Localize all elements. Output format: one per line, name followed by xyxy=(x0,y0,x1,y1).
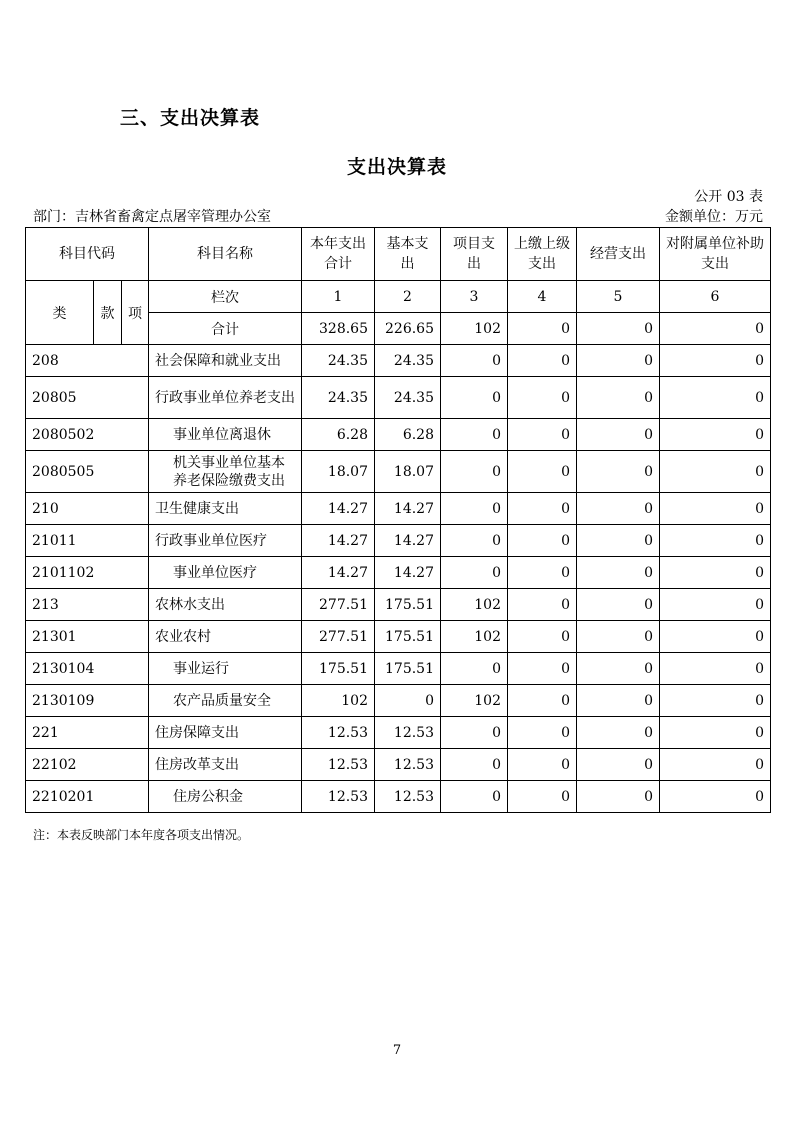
subject-name: 社会保障和就业支出 xyxy=(149,345,302,377)
amount-cell: 14.27 xyxy=(375,493,441,525)
amount-cell: 0 xyxy=(577,749,660,781)
table-row xyxy=(26,781,771,813)
amount-cell: 0 xyxy=(660,749,771,781)
department-label: 部门：吉林省畜禽定点屠宰管理办公室 xyxy=(33,209,271,225)
amount-cell: 0 xyxy=(660,589,771,621)
amount-cell: 102 xyxy=(302,685,375,717)
subject-code: 20805 xyxy=(26,377,149,419)
subject-code: 2101102 xyxy=(26,557,149,589)
amount-cell: 175.51 xyxy=(375,589,441,621)
subject-name: 住房公积金 xyxy=(149,781,302,813)
amount-cell: 18.07 xyxy=(375,451,441,493)
table-row xyxy=(26,377,771,419)
amount-cell: 0 xyxy=(441,653,508,685)
subject-code: 210 xyxy=(26,493,149,525)
amount-cell: 12.53 xyxy=(302,717,375,749)
table-row xyxy=(26,557,771,589)
amount-cell: 0 xyxy=(441,525,508,557)
amount-cell: 277.51 xyxy=(302,589,375,621)
amount-cell: 0 xyxy=(441,781,508,813)
table-row xyxy=(26,451,771,493)
amount-cell: 0 xyxy=(508,781,577,813)
amount-cell: 0 xyxy=(660,419,771,451)
amount-cell: 0 xyxy=(508,717,577,749)
col-number: 5 xyxy=(577,281,660,313)
amount-cell: 24.35 xyxy=(375,377,441,419)
col-number: 6 xyxy=(660,281,771,313)
amount-cell: 0 xyxy=(441,493,508,525)
amount-cell: 12.53 xyxy=(375,749,441,781)
subject-code: 2130104 xyxy=(26,653,149,685)
amount-cell: 0 xyxy=(660,653,771,685)
total-value: 0 xyxy=(577,313,660,345)
amount-cell: 0 xyxy=(577,345,660,377)
amount-cell: 6.28 xyxy=(302,419,375,451)
amount-cell: 0 xyxy=(577,377,660,419)
amount-cell: 0 xyxy=(577,557,660,589)
table-row xyxy=(26,749,771,781)
amount-cell: 0 xyxy=(577,589,660,621)
amount-cell: 12.53 xyxy=(375,717,441,749)
subject-name: 农林水支出 xyxy=(149,589,302,621)
amount-cell: 0 xyxy=(441,557,508,589)
subject-name: 行政事业单位养老支出 xyxy=(149,377,302,419)
amount-cell: 0 xyxy=(660,717,771,749)
subject-code: 2080505 xyxy=(26,451,149,493)
subject-name: 机关事业单位基本养老保险缴费支出 xyxy=(149,451,302,493)
section-heading: 三、支出决算表 xyxy=(120,107,261,129)
amount-cell: 0 xyxy=(375,685,441,717)
amount-cell: 0 xyxy=(441,345,508,377)
expenditure-table xyxy=(25,227,771,813)
col-number: 1 xyxy=(302,281,375,313)
subject-code: 2210201 xyxy=(26,781,149,813)
subject-name: 事业单位医疗 xyxy=(149,557,302,589)
subject-code: 21301 xyxy=(26,621,149,653)
amount-cell: 14.27 xyxy=(302,493,375,525)
subject-code: 208 xyxy=(26,345,149,377)
header-business: 经营支出 xyxy=(577,228,660,281)
form-code: 公开 03 表 xyxy=(694,189,763,205)
amount-cell: 24.35 xyxy=(375,345,441,377)
amount-cell: 0 xyxy=(441,717,508,749)
page-number: 7 xyxy=(392,1043,402,1058)
amount-cell: 0 xyxy=(441,749,508,781)
amount-cell: 175.51 xyxy=(375,621,441,653)
subject-code: 22102 xyxy=(26,749,149,781)
amount-cell: 0 xyxy=(660,685,771,717)
subject-code: 21011 xyxy=(26,525,149,557)
total-value: 226.65 xyxy=(375,313,441,345)
header-turnover: 上缴上级支出 xyxy=(508,228,577,281)
amount-cell: 14.27 xyxy=(375,525,441,557)
header-kuan: 款 xyxy=(94,281,122,345)
amount-cell: 0 xyxy=(660,493,771,525)
amount-cell: 0 xyxy=(508,377,577,419)
amount-cell: 0 xyxy=(577,717,660,749)
amount-cell: 12.53 xyxy=(302,781,375,813)
table-row xyxy=(26,685,771,717)
amount-cell: 0 xyxy=(441,419,508,451)
table-note: 注：本表反映部门本年度各项支出情况。 xyxy=(33,828,250,842)
table-row xyxy=(26,419,771,451)
amount-cell: 0 xyxy=(577,621,660,653)
header-xiang: 项 xyxy=(122,281,149,345)
amount-cell: 0 xyxy=(508,345,577,377)
amount-cell: 0 xyxy=(508,749,577,781)
amount-cell: 0 xyxy=(508,525,577,557)
amount-cell: 14.27 xyxy=(302,525,375,557)
table-row xyxy=(26,717,771,749)
subject-name: 行政事业单位医疗 xyxy=(149,525,302,557)
subject-name: 住房改革支出 xyxy=(149,749,302,781)
amount-cell: 24.35 xyxy=(302,377,375,419)
header-code: 科目代码 xyxy=(26,228,149,281)
amount-cell: 0 xyxy=(660,345,771,377)
subject-name: 事业运行 xyxy=(149,653,302,685)
amount-cell: 0 xyxy=(660,525,771,557)
col-number: 2 xyxy=(375,281,441,313)
amount-cell: 0 xyxy=(508,653,577,685)
total-value: 102 xyxy=(441,313,508,345)
header-name: 科目名称 xyxy=(149,228,302,281)
header-lanci: 栏次 xyxy=(149,281,302,313)
subject-name: 农业农村 xyxy=(149,621,302,653)
subject-name: 农产品质量安全 xyxy=(149,685,302,717)
amount-cell: 277.51 xyxy=(302,621,375,653)
subject-name: 事业单位离退休 xyxy=(149,419,302,451)
total-value: 0 xyxy=(508,313,577,345)
amount-cell: 0 xyxy=(660,377,771,419)
amount-cell: 0 xyxy=(577,653,660,685)
subject-code: 221 xyxy=(26,717,149,749)
amount-cell: 0 xyxy=(508,685,577,717)
table-row xyxy=(26,525,771,557)
header-subsidy: 对附属单位补助支出 xyxy=(660,228,771,281)
amount-cell: 14.27 xyxy=(302,557,375,589)
amount-cell: 0 xyxy=(660,781,771,813)
subject-name: 住房保障支出 xyxy=(149,717,302,749)
amount-cell: 6.28 xyxy=(375,419,441,451)
amount-cell: 0 xyxy=(508,451,577,493)
total-label: 合计 xyxy=(149,313,302,345)
table-row xyxy=(26,653,771,685)
amount-cell: 102 xyxy=(441,621,508,653)
amount-cell: 0 xyxy=(508,621,577,653)
amount-cell: 0 xyxy=(660,557,771,589)
header-row xyxy=(26,228,771,281)
subject-code: 2080502 xyxy=(26,419,149,451)
amount-cell: 0 xyxy=(508,557,577,589)
amount-cell: 0 xyxy=(660,621,771,653)
header-lei: 类 xyxy=(26,281,94,345)
table-row xyxy=(26,493,771,525)
amount-cell: 0 xyxy=(577,525,660,557)
table-row xyxy=(26,621,771,653)
amount-cell: 0 xyxy=(577,451,660,493)
amount-cell: 0 xyxy=(577,685,660,717)
col-number: 3 xyxy=(441,281,508,313)
amount-cell: 0 xyxy=(660,451,771,493)
header-project: 项目支出 xyxy=(441,228,508,281)
unit-label: 金额单位：万元 xyxy=(665,209,763,225)
col-number: 4 xyxy=(508,281,577,313)
amount-cell: 12.53 xyxy=(375,781,441,813)
header-total: 本年支出合计 xyxy=(302,228,375,281)
total-value: 328.65 xyxy=(302,313,375,345)
amount-cell: 14.27 xyxy=(375,557,441,589)
table-title: 支出决算表 xyxy=(346,156,447,178)
total-value: 0 xyxy=(660,313,771,345)
amount-cell: 102 xyxy=(441,685,508,717)
amount-cell: 24.35 xyxy=(302,345,375,377)
amount-cell: 175.51 xyxy=(302,653,375,685)
subject-code: 213 xyxy=(26,589,149,621)
subject-code: 2130109 xyxy=(26,685,149,717)
table-row xyxy=(26,589,771,621)
subject-name: 卫生健康支出 xyxy=(149,493,302,525)
amount-cell: 0 xyxy=(508,493,577,525)
header-basic: 基本支出 xyxy=(375,228,441,281)
amount-cell: 0 xyxy=(441,451,508,493)
amount-cell: 12.53 xyxy=(302,749,375,781)
amount-cell: 0 xyxy=(577,493,660,525)
amount-cell: 175.51 xyxy=(375,653,441,685)
amount-cell: 0 xyxy=(441,377,508,419)
column-number-row xyxy=(26,281,771,313)
amount-cell: 18.07 xyxy=(302,451,375,493)
table-row xyxy=(26,345,771,377)
amount-cell: 0 xyxy=(508,419,577,451)
amount-cell: 0 xyxy=(508,589,577,621)
amount-cell: 102 xyxy=(441,589,508,621)
amount-cell: 0 xyxy=(577,781,660,813)
amount-cell: 0 xyxy=(577,419,660,451)
